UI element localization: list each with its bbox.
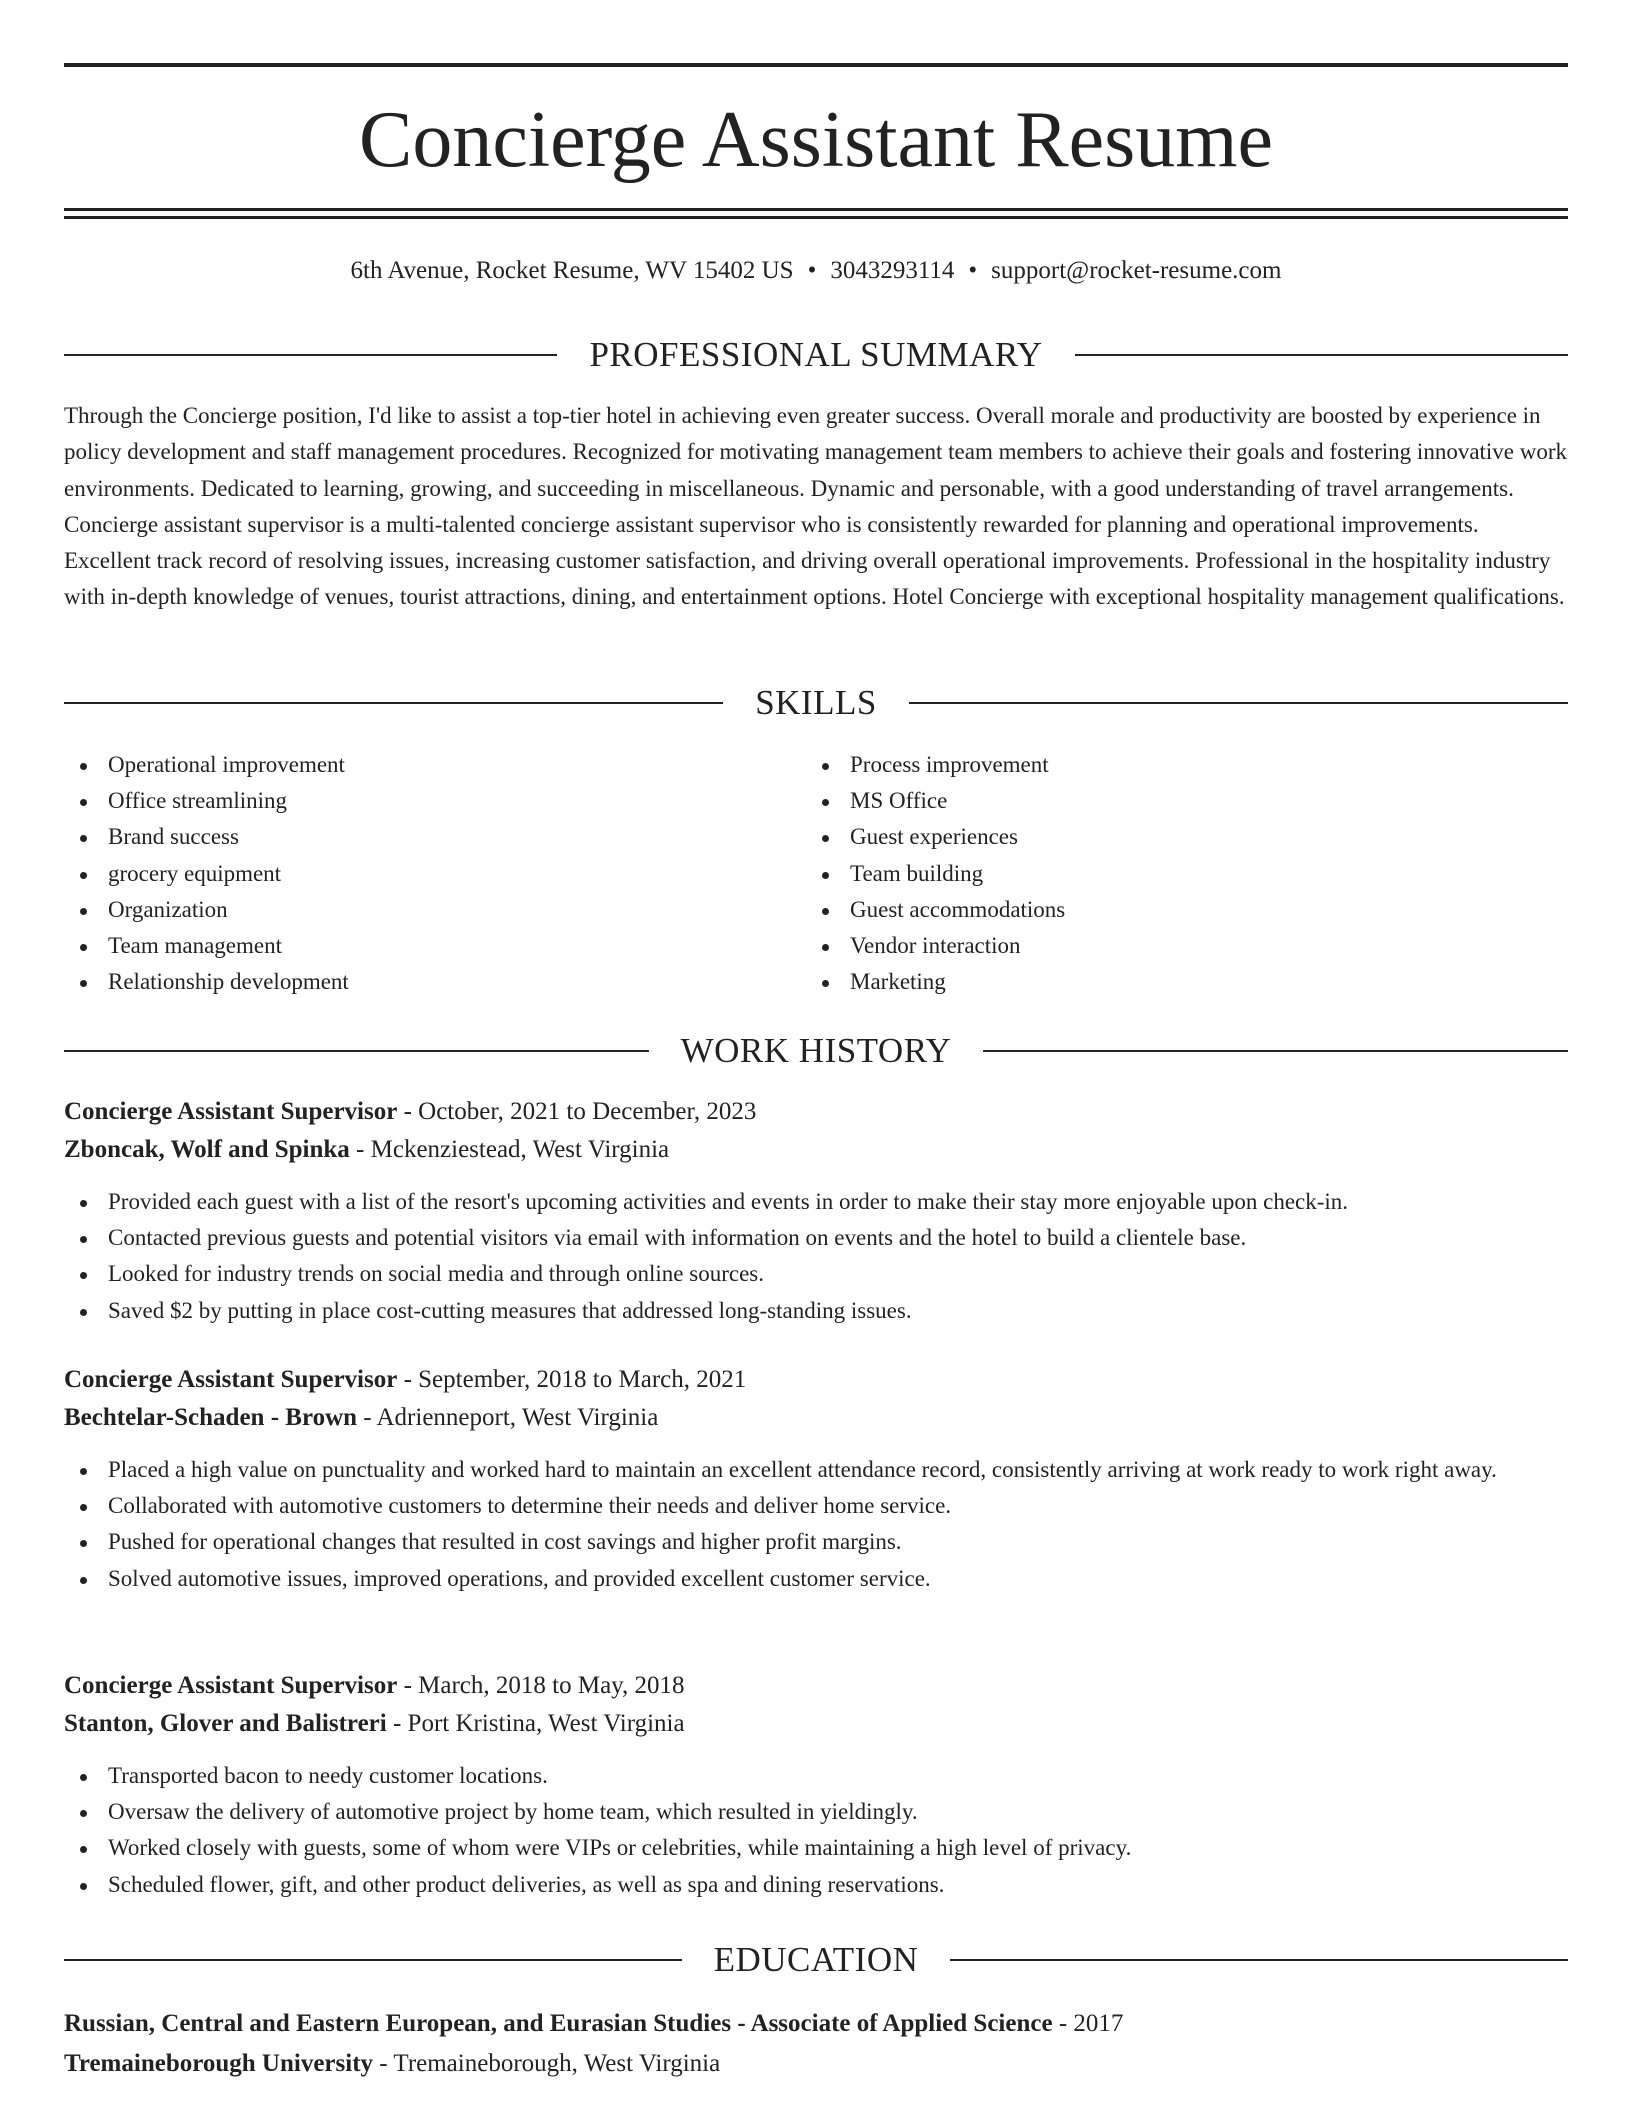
skill-item: Guest accommodations (806, 892, 1548, 928)
education-school: Tremaineborough University (64, 2050, 374, 2077)
job-bullet: Collaborated with automotive customers to determine their needs and deliver home service. (64, 1488, 1568, 1524)
job-company-line (64, 1131, 1568, 1169)
work-entry (64, 1093, 1568, 1329)
top-rule (64, 63, 1568, 67)
skills-column-left (64, 747, 806, 1000)
section-divider (64, 1959, 682, 1961)
section-divider (64, 702, 723, 704)
section-divider (983, 1050, 1568, 1052)
job-dates: - September, 2018 to March, 2021 (397, 1366, 747, 1393)
job-bullets (64, 1758, 1568, 1903)
skill-item: Office streamlining (64, 783, 806, 819)
section-divider (1075, 354, 1568, 356)
job-dates: - March, 2018 to May, 2018 (397, 1672, 685, 1699)
section-title-summary: PROFESSIONAL SUMMARY (589, 335, 1043, 374)
contact-line (64, 255, 1568, 287)
job-title-line (64, 1667, 1568, 1705)
contact-phone: 3043293114 (830, 257, 955, 284)
contact-email: support@rocket-resume.com (991, 257, 1282, 284)
skill-item: Team building (806, 856, 1548, 892)
education-year: - 2017 (1052, 2010, 1124, 2037)
job-bullet: Worked closely with guests, some of whom were VIPs or celebrities, while maintaining a high level of privacy. (64, 1830, 1568, 1866)
job-location: - Mckenziestead, West Virginia (349, 1136, 670, 1163)
job-title-line (64, 1361, 1568, 1399)
summary-paragraph: Through the Concierge position, I'd like to assist a top-tier hotel in achieving even greater success. Overall morale and productivity are boosted by experience in policy development and staff management procedures. Recognized for motivating management team members to achieve their goals and fostering innovative work environments. Dedicated to learning, growing, and succeeding in miscellaneous. Dynamic and personable, with a good understanding of travel arrangements. Concierge assistant supervisor is a multi-talented concierge assistant supervisor who is consistently rewarded for planning and operational improvements. Excellent track record of resolving issues, increasing customer satisfaction, and driving overall operational improvements. Professional in the hospitality industry with in-depth knowledge of venues, tourist attractions, dining, and entertainment options. Hotel Concierge with exceptional hospitality management qualifications. (64, 403, 1568, 610)
job-bullets (64, 1452, 1568, 1597)
education-section-header (64, 1940, 1568, 1980)
job-location: - Adrienneport, West Virginia (357, 1404, 659, 1431)
job-bullet: Pushed for operational changes that resulted in cost savings and higher profit margins. (64, 1524, 1568, 1560)
job-bullet: Oversaw the delivery of automotive project by home team, which resulted in yieldingly. (64, 1794, 1568, 1830)
section-divider (64, 354, 557, 356)
title-rule-lower (64, 216, 1568, 219)
job-bullet: Solved automotive issues, improved operations, and provided excellent customer service. (64, 1561, 1568, 1597)
skill-item: Brand success (64, 819, 806, 855)
job-bullet: Provided each guest with a list of the resort's upcoming activities and events in order to make their stay more enjoyable upon check-in. (64, 1184, 1568, 1220)
contact-address: 6th Avenue, Rocket Resume, WV 15402 US (350, 257, 794, 284)
work-entry (64, 1667, 1568, 1903)
job-company: Bechtelar-Schaden - Brown (64, 1404, 358, 1431)
skill-item: Relationship development (64, 964, 806, 1000)
job-bullet: Contacted previous guests and potential visitors via email with information on events and the hotel to build a clientele base. (64, 1220, 1568, 1256)
work-entry (64, 1361, 1568, 1597)
skill-item: Operational improvement (64, 747, 806, 783)
summary-section-header (64, 335, 1568, 375)
skills-section-header (64, 683, 1568, 723)
section-divider (64, 1050, 649, 1052)
job-title: Concierge Assistant Supervisor (64, 1672, 398, 1699)
job-title: Concierge Assistant Supervisor (64, 1366, 398, 1393)
section-title-education: EDUCATION (713, 1940, 919, 1979)
job-title-line (64, 1093, 1568, 1131)
section-title-work: WORK HISTORY (680, 1031, 952, 1070)
job-title: Concierge Assistant Supervisor (64, 1098, 398, 1125)
skill-item: Guest experiences (806, 819, 1548, 855)
contact-separator: • (807, 257, 817, 284)
job-bullet: Scheduled flower, gift, and other product deliveries, as well as spa and dining reservations. (64, 1867, 1568, 1903)
skill-item: MS Office (806, 783, 1548, 819)
job-company-line (64, 1705, 1568, 1743)
job-bullet: Saved $2 by putting in place cost-cutting measures that addressed long-standing issues. (64, 1293, 1568, 1329)
skill-item: Process improvement (806, 747, 1548, 783)
section-divider (950, 1959, 1568, 1961)
job-company-line (64, 1399, 1568, 1437)
contact-separator: • (968, 257, 978, 284)
job-bullet: Placed a high value on punctuality and worked hard to maintain an excellent attendance record, consistently arriving at work ready to work right away. (64, 1452, 1568, 1488)
education-school-line (64, 2044, 1568, 2084)
job-company: Stanton, Glover and Balistreri (64, 1710, 387, 1737)
job-bullets (64, 1184, 1568, 1329)
job-dates: - October, 2021 to December, 2023 (397, 1098, 757, 1125)
skill-item: Marketing (806, 964, 1548, 1000)
section-divider (909, 702, 1568, 704)
education-degree: Russian, Central and Eastern European, and Eurasian Studies - Associate of Applied Science (64, 2010, 1053, 2037)
skill-item: grocery equipment (64, 856, 806, 892)
skills-column-right (806, 747, 1548, 1000)
skill-item: Team management (64, 928, 806, 964)
job-location: - Port Kristina, West Virginia (386, 1710, 685, 1737)
education-degree-line (64, 2004, 1568, 2044)
skill-item: Vendor interaction (806, 928, 1548, 964)
job-bullet: Transported bacon to needy customer locations. (64, 1758, 1568, 1794)
skills-list (64, 747, 1568, 1000)
skill-item: Organization (64, 892, 806, 928)
education-entry (64, 2004, 1568, 2084)
page-title: Concierge Assistant Resume (359, 96, 1273, 184)
work-section-header (64, 1031, 1568, 1071)
title-rule-upper (64, 208, 1568, 211)
education-location: - Tremaineborough, West Virginia (373, 2050, 721, 2077)
job-company: Zboncak, Wolf and Spinka (64, 1136, 350, 1163)
section-title-skills: SKILLS (755, 683, 877, 722)
job-bullet: Looked for industry trends on social media and through online sources. (64, 1256, 1568, 1292)
